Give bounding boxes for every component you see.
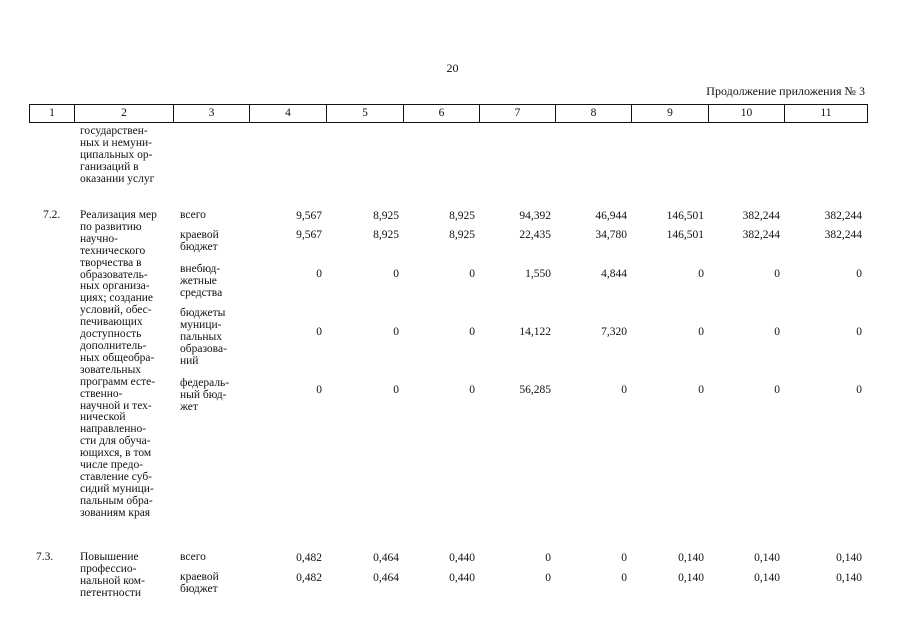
table-cell: 0 (856, 268, 862, 280)
column-number: 3 (174, 105, 250, 123)
table-cell: 0 (316, 326, 322, 338)
table-cell: 8,925 (373, 210, 399, 222)
column-number: 9 (632, 105, 709, 123)
source-label: бюджеты муници- пальных образова- ний (180, 307, 227, 367)
table-cell: 0 (621, 384, 627, 396)
table-cell: 1,550 (525, 268, 551, 280)
table-cell: 382,244 (824, 210, 862, 222)
table-cell: 0 (774, 326, 780, 338)
table-cell: 7,320 (601, 326, 627, 338)
source-label: всего (180, 209, 206, 221)
table-cell: 382,244 (742, 229, 780, 241)
table-cell: 0,464 (373, 572, 399, 584)
table-cell: 0,482 (296, 552, 322, 564)
table-cell: 9,567 (296, 210, 322, 222)
row-description: Реализация мер по развитию научно- технического творчества в образователь- ных организа- циях; создание условий, обес- печивающих доступность дополнитель- ных общеобра- зовательных программ есте- ственно- научной и тех- нической направленно- сти для обуча- ющихся, в том числе предо- ставление суб- сидий муници- пальным обра- зованиям края (80, 209, 157, 519)
column-number: 11 (785, 105, 868, 123)
column-number-header (29, 104, 868, 123)
table-cell: 0,482 (296, 572, 322, 584)
table-cell: 146,501 (666, 229, 704, 241)
table-cell: 0,440 (449, 572, 475, 584)
table-cell: 0,140 (754, 552, 780, 564)
table-cell: 0 (469, 268, 475, 280)
table-cell: 22,435 (519, 229, 551, 241)
table-cell: 0 (469, 384, 475, 396)
table-cell: 46,944 (595, 210, 627, 222)
table-cell: 0 (698, 268, 704, 280)
table-cell: 8,925 (449, 210, 475, 222)
column-number: 8 (556, 105, 632, 123)
column-number: 10 (709, 105, 785, 123)
table-cell: 0 (469, 326, 475, 338)
table-cell: 0,140 (678, 572, 704, 584)
table-cell: 9,567 (296, 229, 322, 241)
table-cell: 0 (698, 326, 704, 338)
row-index: 7.3. (36, 551, 54, 563)
table-cell: 0 (316, 268, 322, 280)
table-cell: 0 (316, 384, 322, 396)
column-number: 1 (30, 105, 75, 123)
table-cell: 0 (393, 384, 399, 396)
table-cell: 94,392 (519, 210, 551, 222)
source-label: федераль- ный бюд- жет (180, 377, 230, 413)
table-cell: 0 (393, 268, 399, 280)
table-cell: 0 (698, 384, 704, 396)
table-cell: 8,925 (373, 229, 399, 241)
column-number: 6 (404, 105, 480, 123)
source-label: краевой бюджет (180, 571, 219, 595)
source-label: всего (180, 551, 206, 563)
table-cell: 0 (545, 552, 551, 564)
table-cell: 0 (856, 326, 862, 338)
column-number: 2 (75, 105, 174, 123)
table-cell: 0 (621, 572, 627, 584)
table-cell: 0,140 (678, 552, 704, 564)
table-cell: 34,780 (595, 229, 627, 241)
table-cell: 0,464 (373, 552, 399, 564)
table-cell: 382,244 (742, 210, 780, 222)
table-cell: 0,140 (836, 552, 862, 564)
table-cell: 8,925 (449, 229, 475, 241)
table-cell: 0 (774, 384, 780, 396)
table-cell: 0 (393, 326, 399, 338)
table-cell: 0 (545, 572, 551, 584)
carry-over-text: государствен- ных и немуни- ципальных ор- ганизаций в оказании услуг (80, 125, 155, 185)
table-cell: 0 (621, 552, 627, 564)
table-cell: 4,844 (601, 268, 627, 280)
column-number: 4 (250, 105, 327, 123)
table-cell: 0 (856, 384, 862, 396)
table-cell: 0,140 (754, 572, 780, 584)
table-cell: 146,501 (666, 210, 704, 222)
row-description: Повышение профессио- нальной ком- петентности (80, 551, 145, 599)
table-cell: 14,122 (519, 326, 551, 338)
table-cell: 56,285 (519, 384, 551, 396)
source-label: внебюд- жетные средства (180, 263, 223, 299)
column-number: 5 (327, 105, 404, 123)
page-number: 20 (446, 61, 459, 75)
table-cell: 382,244 (824, 229, 862, 241)
table-cell: 0 (774, 268, 780, 280)
table-cell: 0,140 (836, 572, 862, 584)
continuation-caption: Продолжение приложения № 3 (706, 84, 865, 98)
column-number: 7 (480, 105, 556, 123)
table-cell: 0,440 (449, 552, 475, 564)
source-label: краевой бюджет (180, 229, 219, 253)
row-index: 7.2. (43, 209, 61, 221)
